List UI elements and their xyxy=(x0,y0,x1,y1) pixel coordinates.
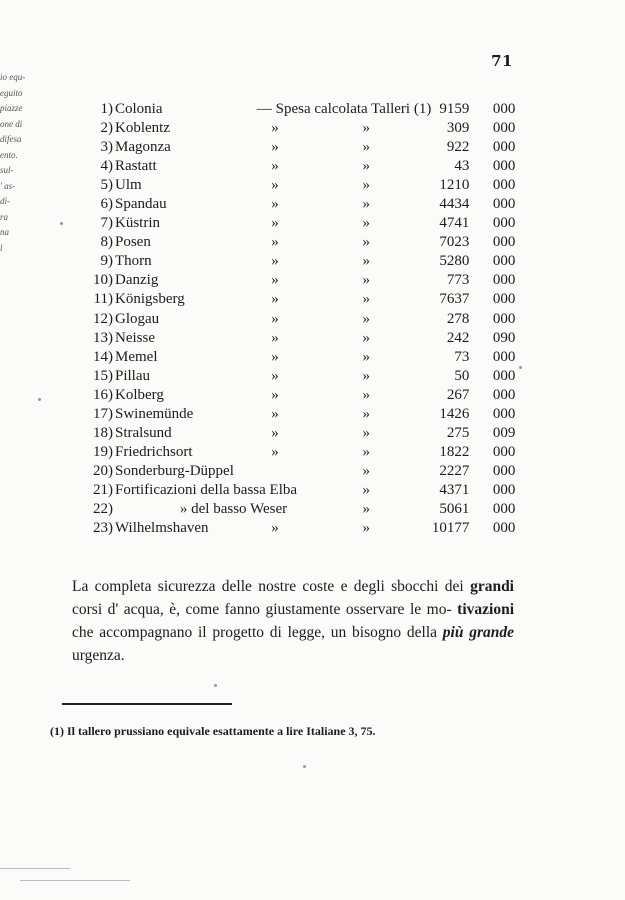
ink-speck xyxy=(303,765,306,768)
ink-speck xyxy=(214,684,217,687)
table-row: 13) Neisse » » 242 090 xyxy=(93,329,516,346)
table-row: 20) Sonderburg-Düppel » 2227 000 xyxy=(93,462,516,479)
body-paragraph: La completa sicurezza delle nostre coste e degli sbocchi dei grandi corsi d' acqua, è, come fanno giustamente osservare le mo- tivazioni che accompagnano il progetto di legge, un bisogno della più grande urgenza. xyxy=(72,578,515,664)
table-row: 9) Thorn » » 5280 000 xyxy=(100,253,516,270)
table-row: 2) Koblentz » » 309 000 xyxy=(100,120,516,137)
adjacent-page-bleed: io equ- eguito piazze one di difesa ento. sul- ' as- di- ra na l xyxy=(0,72,26,253)
table-row: 15) Pillau » » 50 000 xyxy=(93,367,516,384)
table-row: 11) Königsberg » » 7637 000 xyxy=(93,291,516,308)
table-row: 1) Colonia — Spesa calcolata Talleri (1) 9159 000 xyxy=(100,101,516,118)
table-row: 3) Magonza » » 922 000 xyxy=(100,139,516,156)
table-row: 6) Spandau » » 4434 000 xyxy=(100,196,516,213)
table-row: 5) Ulm » » 1210 000 xyxy=(100,177,516,194)
ink-speck xyxy=(38,398,41,401)
table-row: 10) Danzig » » 773 000 xyxy=(93,272,516,289)
footnote-rule xyxy=(62,703,232,705)
table-row: 17) Swinemünde » » 1426 000 xyxy=(93,405,516,422)
table-row: 21) Fortificazioni della bassa Elba » 4371 000 xyxy=(93,481,516,498)
table-row: 8) Posen » » 7023 000 xyxy=(100,234,516,251)
edge-scratch xyxy=(0,868,70,869)
table-row: 23) Wilhelmshaven » » 10177 000 xyxy=(93,520,516,537)
table-row: 16) Kolberg » » 267 000 xyxy=(93,386,516,403)
table-row: 22) » del basso Weser » 5061 000 xyxy=(93,501,516,517)
ink-speck xyxy=(519,366,522,369)
table-row: 18) Stralsund » » 275 009 xyxy=(93,424,516,441)
table-row: 12) Glogau » » 278 000 xyxy=(93,310,516,327)
footnote: (1) Il tallero prussiano equivale esattamente a lire Italiane 3, 75. xyxy=(50,724,376,738)
page-number: 71 xyxy=(491,52,513,70)
table-row: 19) Friedrichsort » » 1822 000 xyxy=(93,443,516,460)
table-row: 4) Rastatt » » 43 000 xyxy=(100,158,516,175)
fortifications-cost-table xyxy=(84,100,515,538)
edge-scratch xyxy=(20,880,130,881)
ink-speck xyxy=(60,222,63,225)
table-row: 7) Küstrin » » 4741 000 xyxy=(100,215,516,232)
table-row: 14) Memel » » 73 000 xyxy=(93,348,516,365)
